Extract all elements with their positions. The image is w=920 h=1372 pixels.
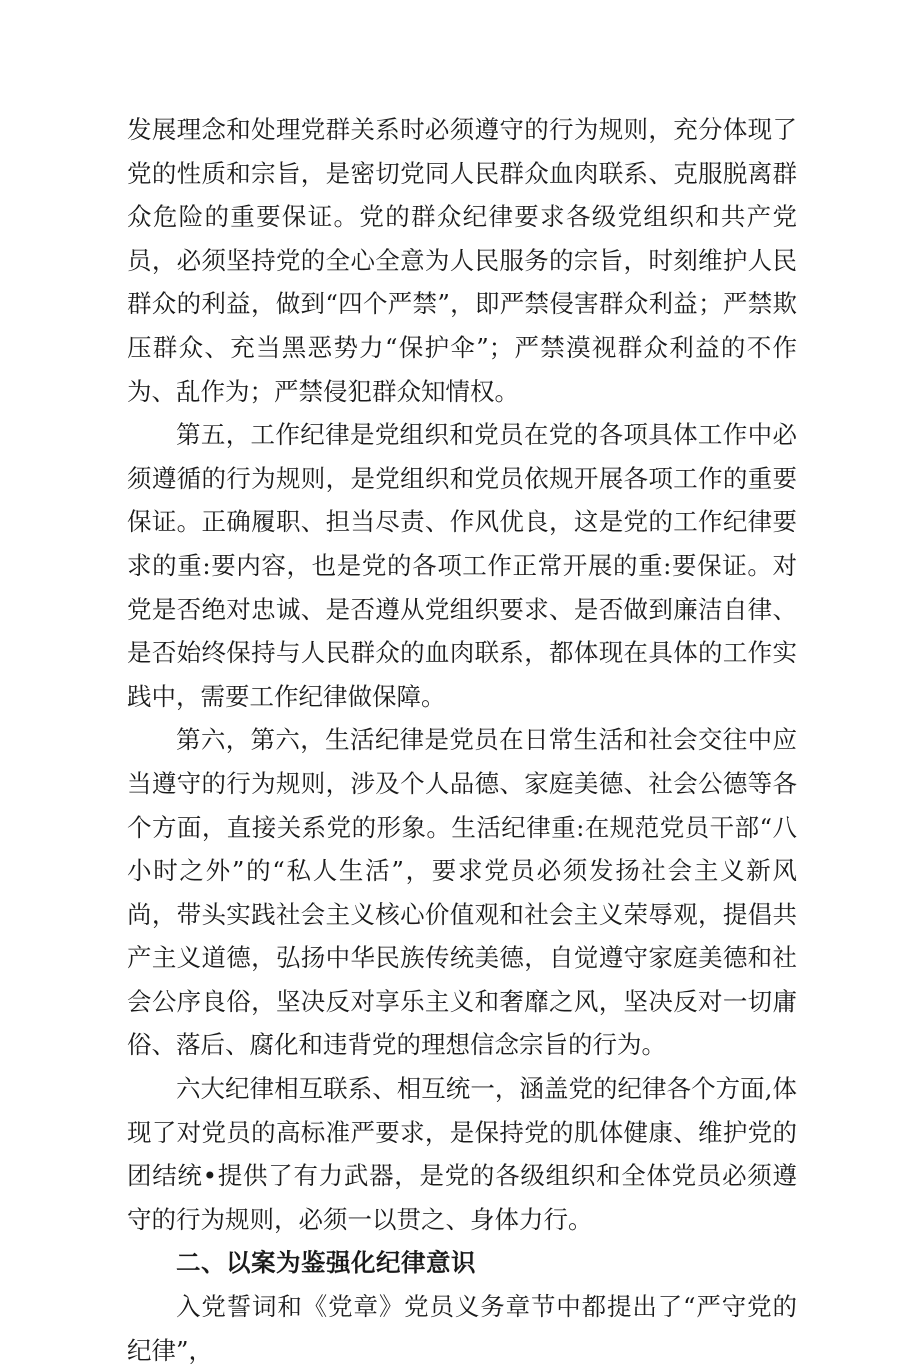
paragraph-life-discipline: 第六，第六，生活纪律是党员在日常生活和社会交往中应当遵守的行为规则，涉及个人品德、家庭美德、社会公德等各个方面，直接关系党的形象。生活纪律重:在规范党员干部“八小时之外”的“私人生活”，要求党员必须发扬社会主义新风尚，带头实践社会主义核心价值观和社会主义荣辱观，提倡共产主义道德，弘扬中华民族传统美德，自觉遵守家庭美德和社会公序良俗，坚决反对享乐主义和奢靡之风，坚决反对一切庸俗、落后、腐化和违背党的理想信念宗旨的行为。	[127, 725, 797, 1060]
paragraph-six-disciplines-summary: 六大纪律相互联系、相互统一，涵盖党的纪律各个方面,体现了对党员的高标准严要求，是保持党的肌体健康、维护党的团结统•提供了有力武器，是党的各级组织和全体党员必须遵守的行为规则，必须一以贯之、身体力行。	[127, 1074, 797, 1234]
section-heading: 二、以案为鉴强化纪律意识	[176, 1248, 476, 1278]
paragraph-work-discipline: 第五，工作纪律是党组织和党员在党的各项具体工作中必须遵循的行为规则，是党组织和党员依规开展各项工作的重要保证。正确履职、担当尽责、作风优良，这是党的工作纪律要求的重:要内容，也是党的各项工作正常开展的重:要保证。对党是否绝对忠诚、是否遵从党组织要求、是否做到廉洁自律、是否始终保持与人民群众的血肉联系，都体现在具体的工作实践中，需要工作纪律做保障。	[127, 420, 797, 711]
document-body	[127, 108, 797, 1372]
paragraph-oath: 入党誓词和《党章》党员义务章节中都提出了“严守党的纪律”，	[127, 1292, 797, 1365]
paragraph-mass-discipline: 发展理念和处理党群关系时必须遵守的行为规则，充分体现了党的性质和宗旨，是密切党同人民群众血肉联系、克服脱离群众危险的重要保证。党的群众纪律要求各级党组织和共产党员，必须坚持党的全心全意为人民服务的宗旨，时刻维护人民群众的利益，做到“四个严禁”，即严禁侵害群众利益；严禁欺压群众、充当黑恶势力“保护伞”；严禁漠视群众利益的不作为、乱作为；严禁侵犯群众知情权。	[127, 115, 797, 406]
